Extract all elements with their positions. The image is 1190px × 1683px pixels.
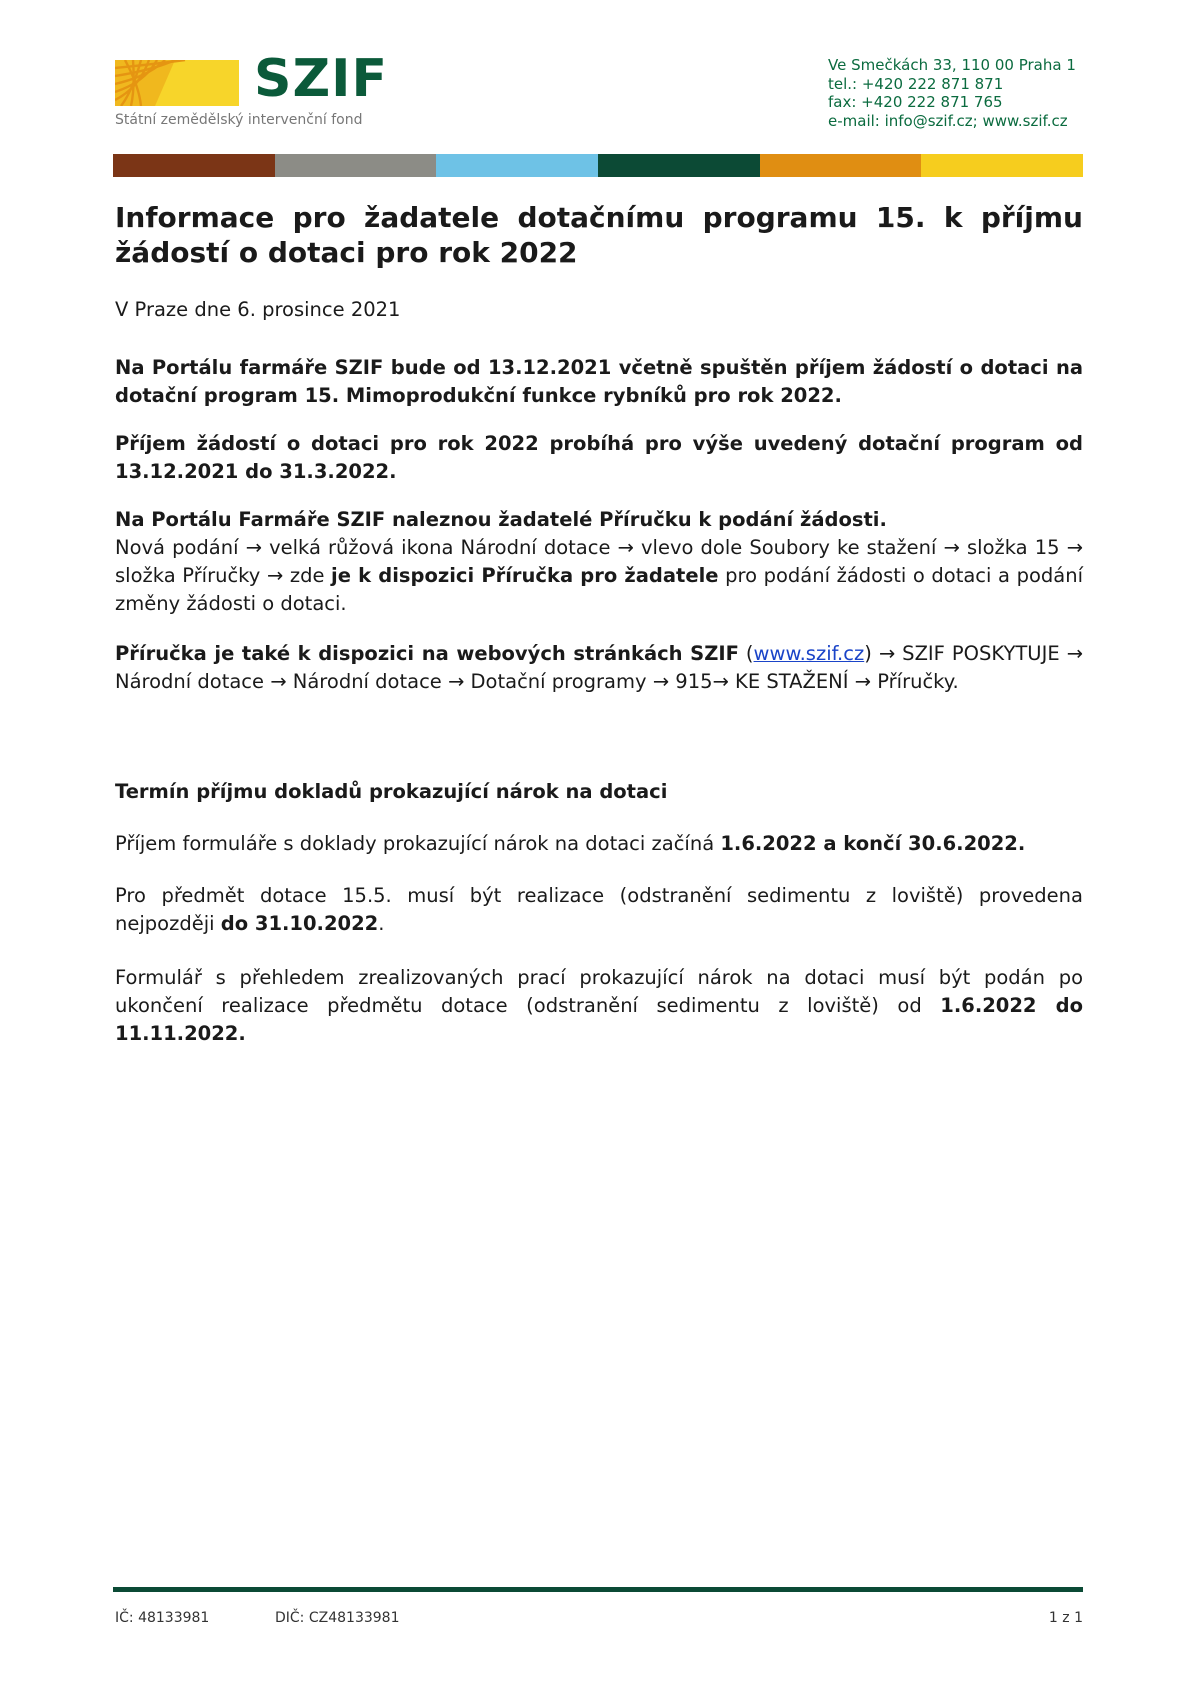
szif-logo bbox=[115, 49, 415, 135]
form-dates-bold: 1.6.2022 a končí 30.6.2022. bbox=[720, 832, 1026, 855]
company-id: IČ: 48133981 bbox=[115, 1610, 210, 1626]
paragraph-work-overview bbox=[115, 964, 1083, 1048]
field-rows-icon bbox=[115, 60, 239, 106]
handbook-path-text: Nová podání → velká růžová ikona Národní dotace → vlevo dole Soubory ke stažení → složka 15 → složka Příručky → zde bbox=[115, 536, 1083, 587]
work-overview-text: Formulář s přehledem zrealizovaných prací prokazující nárok na dotaci musí být podán po ukončení realizace předmětu dotace (odstranění sedimentu z loviště) od bbox=[115, 966, 1083, 1017]
fax: fax: +420 222 871 765 bbox=[828, 93, 1003, 111]
document-date: V Praze dne 6. prosince 2021 bbox=[115, 298, 401, 321]
email-web: e-mail: info@szif.cz; www.szif.cz bbox=[828, 111, 1068, 130]
handbook-heading: Na Portálu Farmáře SZIF naleznou žadatelé Příručku k podání žádosti. bbox=[115, 508, 887, 531]
address: Ve Smečkách 33, 110 00 Praha 1 bbox=[828, 56, 1076, 74]
page-number: 1 z 1 bbox=[1048, 1610, 1083, 1626]
document-body bbox=[115, 200, 1083, 1048]
work-overview-bold: 1.6.2022 do 11.11.2022. bbox=[115, 994, 1083, 1045]
form-dates-text: Příjem formuláře s doklady prokazující nárok na dotaci začíná bbox=[115, 832, 721, 855]
paragraph-deadline bbox=[115, 882, 1083, 938]
contact-block bbox=[828, 56, 1076, 130]
szif-website-link[interactable]: www.szif.cz bbox=[753, 642, 865, 665]
paragraph-website bbox=[115, 640, 1083, 696]
stripe-segment bbox=[113, 154, 275, 177]
stripe-segment bbox=[760, 154, 922, 177]
website-path: ) → SZIF POSKYTUJE → Národní dotace → Národní dotace → Dotační programy → 915→ KE STAŽENÍ → Příručky. bbox=[115, 642, 1083, 693]
paragraph-form-dates bbox=[115, 830, 1083, 858]
phone: tel.: +420 222 871 871 bbox=[828, 74, 1004, 93]
paragraph-intake-period: Příjem žádostí o dotaci pro rok 2022 probíhá pro výše uvedený dotační program od 13.12.2021 do 31.3.2022. bbox=[115, 432, 1083, 483]
vat-id: DIČ: CZ48133981 bbox=[275, 1610, 400, 1626]
section-heading: Termín příjmu dokladů prokazující nárok na dotaci bbox=[115, 780, 668, 803]
website-open-paren: ( bbox=[738, 642, 754, 665]
deadline-end: . bbox=[378, 912, 385, 935]
paragraph-portal-launch: Na Portálu farmáře SZIF bude od 13.12.2021 včetně spuštěn příjem žádostí o dotaci na dotační program 15. Mimoprodukční funkce rybníků pro rok 2022. bbox=[115, 356, 1083, 407]
handbook-path-bold: je k dispozici Příručka pro žadatele bbox=[331, 564, 719, 587]
website-bold: Příručka je také k dispozici na webových stránkách SZIF bbox=[115, 642, 739, 665]
handbook-path bbox=[115, 534, 1083, 618]
logo-wordmark: SZIF bbox=[254, 49, 389, 109]
stripe-segment bbox=[921, 154, 1083, 177]
stripe-segment bbox=[436, 154, 598, 177]
stripe-segment bbox=[598, 154, 760, 177]
handbook-path-end: pro podání žádosti o dotaci a podání změny žádosti o dotaci. bbox=[115, 564, 1083, 615]
logo-subtitle: Státní zemědělský intervenční fond bbox=[115, 112, 363, 128]
footer-rule bbox=[113, 1587, 1083, 1592]
paragraph-handbook bbox=[115, 506, 1083, 618]
color-stripe bbox=[113, 154, 1083, 177]
stripe-segment bbox=[275, 154, 437, 177]
deadline-text: Pro předmět dotace 15.5. musí být realizace (odstranění sedimentu z loviště) provedena nejpozději bbox=[115, 884, 1083, 935]
page-title: Informace pro žadatele dotačnímu programu 15. k příjmu žádostí o dotaci pro rok 2022 bbox=[115, 201, 1083, 269]
deadline-bold: do 31.10.2022 bbox=[220, 912, 379, 935]
